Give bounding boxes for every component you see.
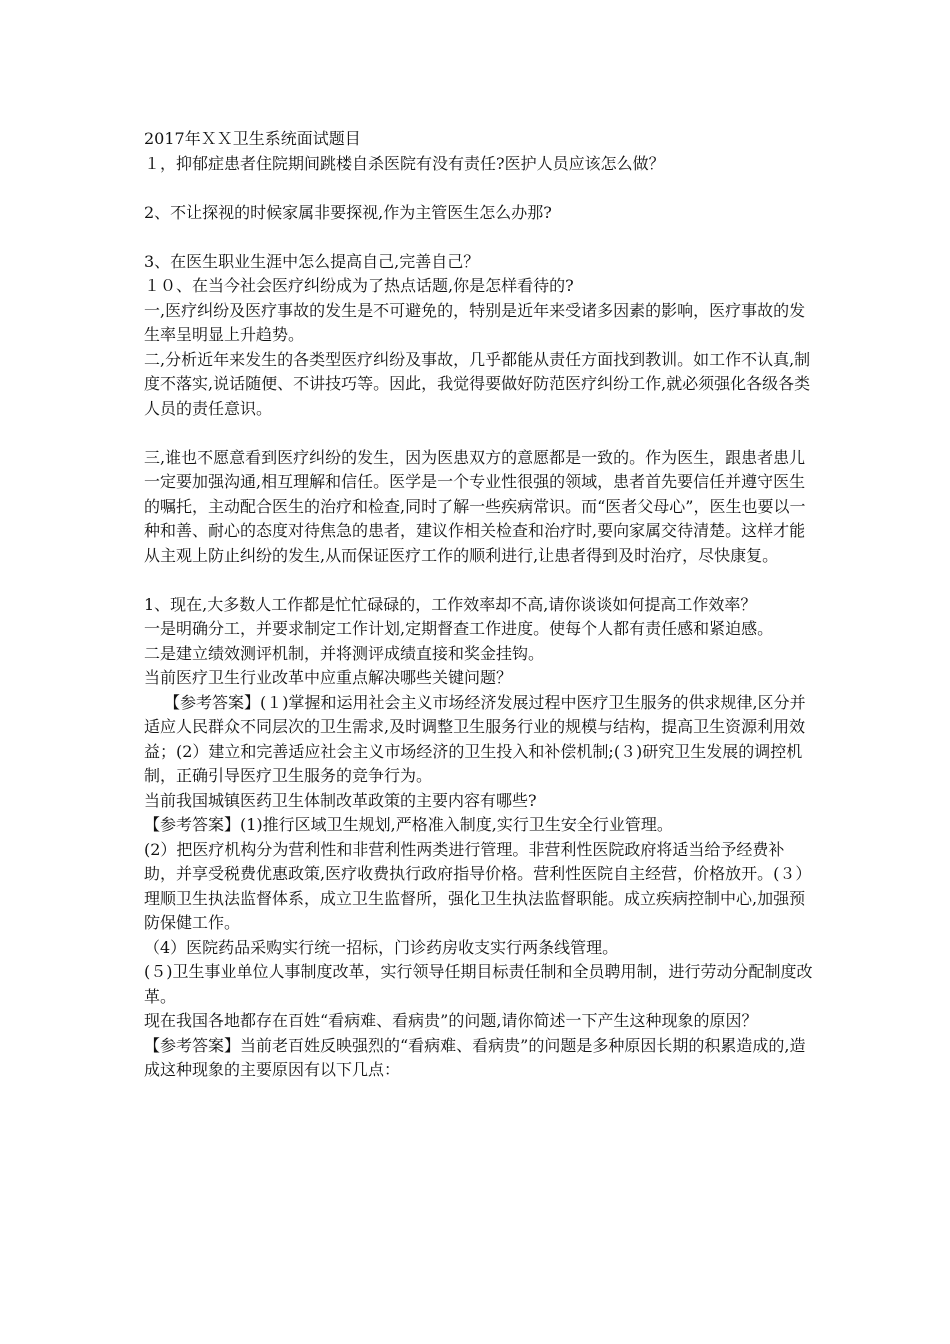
paragraph: 现在我国各地都存在百姓“看病难、看病贵”的问题,请你简述一下产生这种现象的原因？ [144, 1011, 758, 1030]
paragraph: (５)卫生事业单位人事制度改革，实行领导任期目标责任制和全员聘用制，进行劳动分配制度改革。 [144, 962, 813, 1006]
blank-line [144, 225, 814, 250]
paragraph: 【参考答案】当前老百姓反映强烈的“看病难、看病贵”的问题是多种原因长期的积累造成的,造成这种现象的主要原因有以下几点： [144, 1035, 806, 1079]
blank-line [144, 421, 814, 446]
document-body [144, 127, 814, 1083]
paragraph: １０、在当今社会医疗纠纷成为了热点话题,你是怎样看待的? [144, 276, 574, 295]
paragraph: 一,医疗纠纷及医疗事故的发生是不可避免的，特别是近年来受诸多因素的影响，医疗事故的发生率呈明显上升趋势。 [144, 300, 806, 344]
paragraph: 一是明确分工，并要求制定工作计划,定期督查工作进度。使每个人都有责任感和紧迫感。 [144, 619, 774, 638]
paragraph: 二是建立绩效测评机制，并将测评成绩直接和奖金挂钩。 [144, 643, 545, 663]
blank-line [144, 568, 814, 593]
paragraph: 三,谁也不愿意看到医疗纠纷的发生，因为医患双方的意愿都是一致的。作为医生，跟患者患儿一定要加强沟通,相互理解和信任。医学是一个专业性很强的领域，患者首先要信任并遵守医生的嘱托，主动配合医生的治疗和检查,同时了解一些疾病常识。而“医者父母心”，医生也要以一种和善、耐心的态度对待焦急的患者，建议作相关检查和治疗时,要向家属交待清楚。这样才能从主观上防止纠纷的发生,从而保证医疗工作的顺利进行,让患者得到及时治疗，尽快康复。 [144, 447, 806, 565]
document-title: 2017年ＸＸ卫生系统面试题目 [144, 129, 361, 148]
paragraph: 2、不让探视的时候家属非要探视,作为主管医生怎么办那? [144, 202, 552, 222]
paragraph: 当前医疗卫生行业改革中应重点解决哪些关键问题？ [144, 668, 513, 687]
paragraph: 【参考答案】(1)推行区域卫生规划,严格准入制度,实行卫生安全行业管理。 [144, 815, 673, 834]
paragraph: １，抑郁症患者住院期间跳楼自杀医院有没有责任?医护人员应该怎么做？ [144, 153, 665, 173]
paragraph: 二,分析近年来发生的各类型医疗纠纷及事故，几乎都能从责任方面找到教训。如工作不认真,制度不落实,说话随便、不讲技巧等。因此，我觉得要做好防范医疗纠纷工作,就必须强化各级各类人员的责任意识。 [144, 349, 811, 418]
paragraph: （4）医院药品采购实行统一招标，门诊药房收支实行两条线管理。 [144, 937, 619, 957]
paragraph: 3、在医生职业生涯中怎么提高自己,完善自己？ [144, 251, 480, 271]
paragraph: (2）把医疗机构分为营利性和非营利性两类进行管理。非营利性医院政府将适当给予经费补助，并享受税费优惠政策,医疗收费执行政府指导价格。营利性医院自主经营，价格放开。(３）理顺卫生执法监督体系，成立卫生监督所，强化卫生执法监督职能。成立疾病控制中心,加强预防保健工作。 [144, 839, 812, 932]
paragraph: 当前我国城镇医药卫生体制改革政策的主要内容有哪些? [144, 790, 537, 810]
document-paragraphs [144, 152, 814, 1083]
paragraph: 1、现在,大多数人工作都是忙忙碌碌的，工作效率却不高,请你谈谈如何提高工作效率？ [144, 594, 757, 614]
paragraph: 【参考答案】(１)掌握和运用社会主义市场经济发展过程中医疗卫生服务的供求规律,区分并适应人民群众不同层次的卫生需求,及时调整卫生服务行业的规模与结构，提高卫生资源利用效益；(2）建立和完善适应社会主义市场经济的卫生投入和补偿机制;(３)研究卫生发展的调控机制，正确引导医疗卫生服务的竞争行为。 [144, 692, 806, 785]
blank-line [144, 176, 814, 201]
